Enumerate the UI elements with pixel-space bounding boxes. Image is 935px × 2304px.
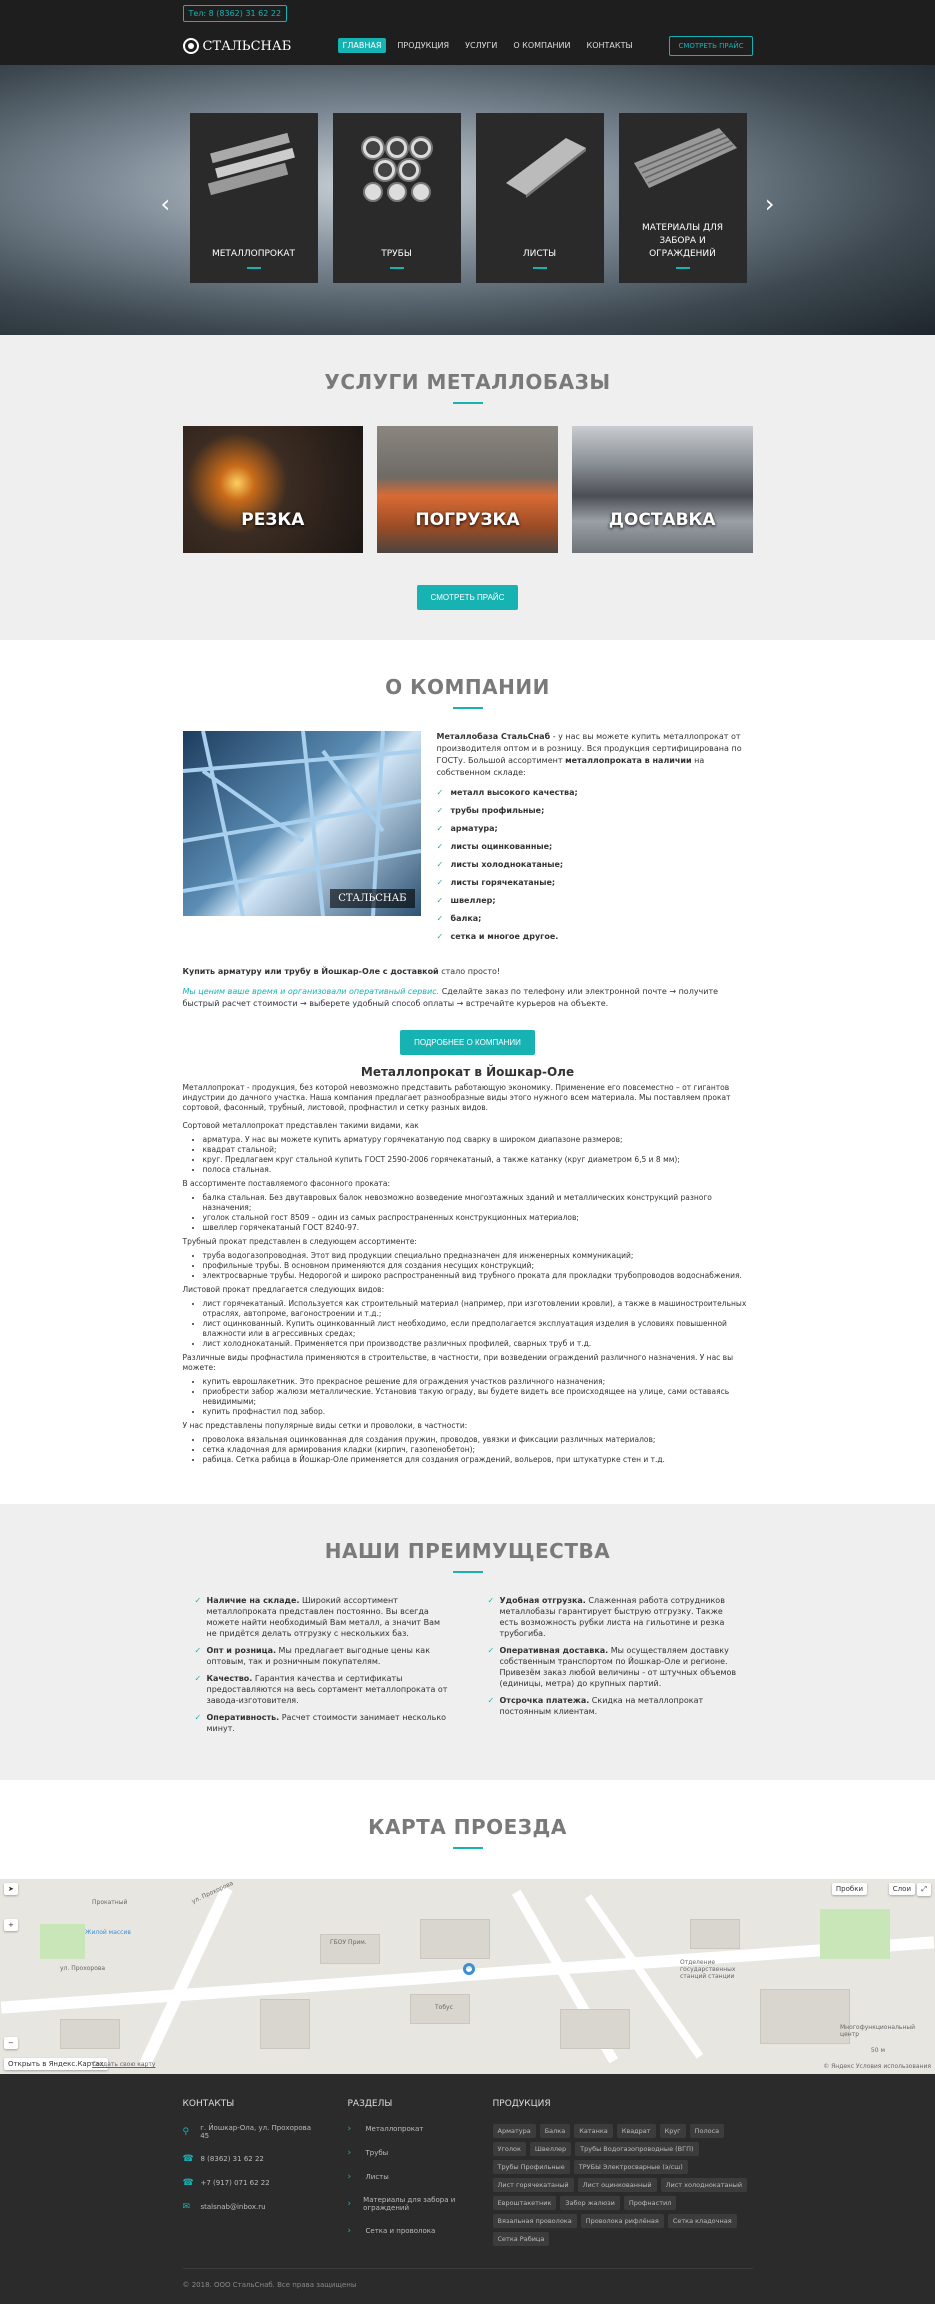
nav-services[interactable]: УСЛУГИ	[465, 41, 498, 50]
product-card-metal[interactable]	[190, 113, 318, 283]
product-tag[interactable]: Лист горячекатаный	[493, 2178, 574, 2192]
card-accent	[533, 267, 547, 269]
advantage-item	[488, 1695, 741, 1717]
advantage-item	[488, 1645, 741, 1689]
map-fullscreen-icon[interactable]: ⤢	[917, 1883, 931, 1896]
buy-rest: стало просто!	[438, 967, 501, 976]
map-building	[560, 2009, 630, 2049]
footer-phone-1[interactable]	[183, 2154, 318, 2164]
service-loading[interactable]	[377, 426, 558, 553]
buy-bold: Купить арматуру или трубу в Йошкар-Оле с доставкой	[182, 967, 439, 976]
product-tag[interactable]: Лист холоднокатаный	[661, 2178, 748, 2192]
about-image-watermark: СТАЛЬСНАБ	[330, 889, 414, 908]
article-list-3	[183, 1251, 753, 1281]
services-section	[0, 335, 935, 640]
logo[interactable]	[183, 38, 292, 54]
sheets-icon	[486, 123, 594, 203]
list-item: • арматура. У нас вы можете купить арматуру горячекатаную под сварку в широком диапазоне размеров;	[203, 1135, 753, 1145]
article-list-5	[183, 1377, 753, 1417]
map-road	[139, 1886, 232, 2068]
header-phone[interactable]: Тел: 8 (8362) 31 62 22	[183, 5, 288, 22]
advantage-item	[488, 1595, 741, 1639]
map-layers-toggle[interactable]: Слои	[889, 1883, 915, 1895]
list-item: • уголок стальной гост 8509 – один из самых распространенных конструкционных материалов;	[203, 1213, 753, 1223]
chevron-right-icon: ›	[347, 2199, 352, 2209]
metal-profiles-icon	[200, 123, 308, 203]
list-item: • лист холоднокатаный. Применяется при производстве различных профилей, сварных труб и т.д.	[203, 1339, 753, 1349]
adv-text: Широкий ассортимент металлопроката представлен постоянно. Вы всегда можете найти необходимый Вам металл, а значит Вам не придётся делать отгрузку с нескольких баз.	[206, 1596, 441, 1638]
address-text: г. Йошкар-Ола, ул. Прохорова 45	[200, 2124, 312, 2140]
about-buy-text	[183, 966, 753, 978]
nav-about[interactable]: О КОМПАНИИ	[513, 41, 571, 50]
check-item: ✓ балка;	[437, 910, 753, 928]
map-title: КАРТА ПРОЕЗДА	[368, 1815, 567, 1839]
map-label: Отделение государственных станций станции	[680, 1959, 736, 1980]
check-item: ✓ листы холоднокатаные;	[437, 856, 753, 874]
footer-section-link[interactable]	[348, 2226, 463, 2236]
hero-slider	[0, 65, 935, 335]
map-scale: 50 м	[870, 2047, 885, 2054]
about-intro	[437, 731, 753, 779]
list-item: • рабица. Сетка рабица в Йошкар-Оле применяется для создания ограждений, вольеров, при штукатурке стен и т.д.	[203, 1455, 753, 1465]
list-item: • купить еврошлакетник. Это прекрасное решение для ограждения участков различного назначения;	[203, 1377, 753, 1387]
advantages-right	[488, 1595, 741, 1740]
service-label: ДОСТАВКА	[608, 509, 716, 530]
product-tag[interactable]: Квадрат	[617, 2124, 656, 2138]
chevron-right-icon: ›	[347, 2226, 352, 2236]
site-footer	[0, 2074, 935, 2304]
check-item: ✓ листы горячекатаные;	[437, 874, 753, 892]
about-intro-end: на собственном складе:	[436, 756, 705, 777]
phone-text: 8 (8362) 31 62 22	[200, 2155, 264, 2163]
product-card-fences[interactable]	[619, 113, 747, 283]
advantage-item	[195, 1673, 448, 1706]
article-p7: У нас представлены популярные виды сетки и проволоки, в частности:	[182, 1421, 468, 1430]
street-label: ул. Прохорова	[60, 1965, 106, 1972]
link-text: Листы	[365, 2173, 389, 2181]
product-tag[interactable]: Уголок	[493, 2142, 526, 2156]
advantages-title: НАШИ ПРЕИМУЩЕСТВА	[324, 1539, 611, 1563]
product-tag[interactable]: Евроштакетник	[493, 2196, 557, 2210]
about-more-button[interactable]: ПОДРОБНЕЕ О КОМПАНИИ	[400, 1030, 535, 1055]
chevron-right-icon: ›	[347, 2148, 352, 2158]
footer-address	[183, 2124, 318, 2140]
product-card-label: МЕТАЛЛОПРОКАТ	[211, 249, 296, 259]
map-create-link[interactable]: Создать свою карту	[92, 2061, 156, 2068]
adv-bold: Качество.	[206, 1674, 253, 1683]
list-item: • круг. Предлагаем круг стальной купить ГОСТ 2590-2006 горячекатаный, а также катанку (круг диаметром 6,5 и 8 мм);	[203, 1155, 753, 1165]
article	[183, 1065, 753, 1465]
article-list-2	[183, 1193, 753, 1233]
product-card-label: МАТЕРИАЛЫ ДЛЯ ЗАБОРА И ОГРАЖДЕНИЙ	[641, 223, 724, 259]
link-text: Сетка и проволока	[365, 2227, 436, 2235]
adv-text: Расчет стоимости занимает несколько минут.	[206, 1713, 447, 1733]
link-text: Металлопрокат	[365, 2125, 424, 2133]
footer-section-link[interactable]	[348, 2196, 463, 2212]
footer-sections-title: РАЗДЕЛЫ	[347, 2099, 393, 2109]
about-checklist	[437, 784, 753, 946]
product-tags	[493, 2124, 748, 2246]
adv-bold: Удобная отгрузка.	[499, 1596, 586, 1605]
map-building	[690, 1919, 740, 1949]
product-tag[interactable]: Круг	[660, 2124, 686, 2138]
map-open-yandex[interactable]: Открыть в Яндекс.Картах	[4, 2058, 108, 2070]
footer-email[interactable]	[183, 2202, 318, 2212]
adv-text: Гарантия качества и сертификаты предоставляются на весь сортамент металлопроката от завода-изготовителя.	[206, 1674, 448, 1705]
email-text: stalsnab@inbox.ru	[200, 2203, 266, 2211]
product-card-sheets[interactable]	[476, 113, 604, 283]
about-intro-bold2: металлопроката в наличии	[565, 756, 692, 765]
title-accent	[453, 1571, 483, 1573]
advantage-item	[195, 1595, 448, 1639]
product-tag[interactable]: Сетка кладочная	[668, 2214, 737, 2228]
check-item: ✓ металл высокого качества;	[437, 784, 753, 802]
product-card-label: ЛИСТЫ	[522, 249, 557, 259]
map-park	[820, 1909, 890, 1959]
nav-contacts[interactable]: КОНТАКТЫ	[586, 41, 633, 50]
article-list-6	[183, 1435, 753, 1465]
product-tag[interactable]: Вязальная проволока	[493, 2214, 577, 2228]
product-card-pipes[interactable]	[333, 113, 461, 283]
advantages-section	[0, 1504, 935, 1780]
check-item: ✓ сетка и многое другое.	[437, 928, 753, 946]
about-service-text	[183, 986, 753, 1010]
about-image	[183, 731, 421, 916]
services-price-button[interactable]: СМОТРЕТЬ ПРАЙС	[417, 585, 519, 610]
service-link[interactable]: Мы ценим ваше время и организовали оперативный сервис.	[182, 987, 440, 996]
article-p2: Сортовой металлопрокат представлен такими видами, как	[182, 1121, 419, 1130]
services-title: УСЛУГИ МЕТАЛЛОБАЗЫ	[324, 370, 611, 394]
adv-text: Слаженная работа сотрудников металлобазы гарантирует быструю отгрузку. Также есть возможность рубки листа на гильотине и резка трубогиба.	[499, 1596, 725, 1638]
corrugated-sheet-icon	[629, 123, 737, 203]
slider-next-icon[interactable]: ›	[764, 190, 775, 218]
article-p4: Трубный прокат представлен в следующем ассортименте:	[182, 1237, 417, 1246]
product-tag[interactable]: Арматура	[493, 2124, 536, 2138]
phone-icon: ☎	[182, 2178, 194, 2188]
nav-products[interactable]: ПРОДУКЦИЯ	[397, 41, 450, 50]
article-list-1	[183, 1135, 753, 1175]
map-label: Тобус	[435, 2004, 453, 2011]
adv-text: Мы предлагает выгодные цены как оптовым, так и розничным покупателям.	[206, 1646, 431, 1666]
main-nav	[338, 38, 638, 53]
list-item: • лист горячекатаный. Используется как строительный материал (например, при изготовлении кровли), а также в машиностроительных отраслях, автопроме, вагоностроении и т.д.;	[203, 1299, 753, 1319]
product-tag[interactable]: Лист оцинкованный	[578, 2178, 657, 2192]
slider-prev-icon[interactable]: ‹	[160, 190, 171, 218]
list-item: • лист оцинкованный. Купить оцинкованный лист необходимо, если предполагается эксплуатация изделия в условиях повышенной влажности или в агрессивных средах;	[203, 1319, 753, 1339]
map-building	[420, 1919, 490, 1959]
about-section	[0, 640, 935, 1504]
service-rest: Сделайте заказ по телефону или электронной почте → получите быстрый расчет стоимости → выберете удобный способ оплаты → встречайте курьеров на объекте.	[182, 987, 719, 1008]
article-list-4	[183, 1299, 753, 1349]
product-card-label: ТРУБЫ	[381, 249, 412, 259]
adv-bold: Опт и розница.	[206, 1646, 277, 1655]
site-header	[0, 0, 935, 65]
map-label: Жилой массив	[85, 1929, 131, 1936]
product-tag[interactable]: Швеллер	[530, 2142, 571, 2156]
mail-icon: ✉	[182, 2202, 191, 2212]
footer-section-link[interactable]	[348, 2124, 463, 2134]
adv-bold: Наличие на складе.	[206, 1596, 300, 1605]
list-item: • электросварные трубы. Недорогой и широко распространенный вид трубного проката для прокладки трубопроводов водоснабжения.	[203, 1271, 753, 1281]
list-item: • сетка кладочная для армирования кладки (кирпич, газопенобетон);	[203, 1445, 753, 1455]
list-item: • проволока вязальная оцинкованная для создания пружин, проводов, увязки и фиксации различных материалов;	[203, 1435, 753, 1445]
phone-icon: ☎	[182, 2154, 194, 2164]
card-accent	[676, 267, 690, 269]
map-building	[760, 1989, 850, 2044]
adv-text: Скидка на металлопрокат постоянным клиентам.	[499, 1696, 704, 1716]
street-label: ул. Прохорова	[190, 1879, 235, 1906]
product-tag[interactable]: Трубы Профильные	[493, 2160, 570, 2174]
map-park	[40, 1924, 85, 1959]
footer-products-title: ПРОДУКЦИЯ	[492, 2099, 551, 2109]
footer-copyright: © 2018. ООО СтальСнаб. Все права защищены	[183, 2268, 753, 2289]
service-label: РЕЗКА	[241, 509, 305, 530]
service-delivery[interactable]	[572, 426, 753, 553]
list-item: • балка стальная. Без двутавровых балок невозможно возведение многоэтажных зданий и металлических конструкций разного назначения;	[203, 1193, 753, 1213]
adv-bold: Отсрочка платежа.	[499, 1696, 590, 1705]
header-price-button[interactable]: СМОТРЕТЬ ПРАЙС	[669, 36, 752, 56]
article-p6: Различные виды профнастила применяются в строительстве, в частности, при возведении ограждений различного назначения. У нас вы можете:	[182, 1353, 734, 1372]
article-p5: Листовой прокат предлагается следующих видов:	[182, 1285, 385, 1294]
title-accent	[453, 402, 483, 404]
list-item: • купить профнастил под забор.	[203, 1407, 753, 1417]
logo-mark-icon	[183, 38, 199, 54]
service-cutting[interactable]	[183, 426, 364, 553]
about-intro-bold: Металлобаза СтальСнаб	[436, 732, 551, 741]
product-tag[interactable]: Балка	[540, 2124, 571, 2138]
map-zoom-out-icon[interactable]: −	[4, 2037, 18, 2049]
check-item: ✓ арматура;	[437, 820, 753, 838]
map-copyright: © Яндекс Условия использования	[823, 2063, 931, 2070]
list-item: • полоса стальная.	[203, 1165, 753, 1175]
list-item: • профильные трубы. В основном применяются для создания несущих конструкций;	[203, 1261, 753, 1271]
pipes-icon	[343, 123, 451, 203]
product-tag[interactable]: Сетка Рабица	[493, 2232, 550, 2246]
check-item: ✓ швеллер;	[437, 892, 753, 910]
product-tag[interactable]: Трубы Водогазопроводные (ВГП)	[575, 2142, 698, 2156]
footer-phone-2[interactable]	[183, 2178, 318, 2188]
map-label: Прокатный	[92, 1899, 128, 1906]
product-tag[interactable]: Катанка	[574, 2124, 613, 2138]
advantage-item	[195, 1712, 448, 1734]
map-building	[260, 1999, 310, 2049]
phone-text: +7 (917) 071 62 22	[200, 2179, 270, 2187]
advantages-left	[195, 1595, 448, 1740]
map-location-pin-icon[interactable]	[463, 1963, 475, 1975]
adv-bold: Оперативность.	[206, 1713, 280, 1722]
product-tag[interactable]: Забор жалюзи	[560, 2196, 619, 2210]
card-accent	[390, 267, 404, 269]
advantage-item	[195, 1645, 448, 1667]
map-zoom-in-icon[interactable]: +	[4, 1919, 18, 1931]
map-geolocate-icon[interactable]: ➤	[4, 1883, 18, 1895]
footer-section-link[interactable]	[348, 2148, 463, 2158]
list-item: • труба водогазопроводная. Этот вид продукции специально предназначен для инженерных коммуникаций;	[203, 1251, 753, 1261]
card-accent	[247, 267, 261, 269]
product-tag[interactable]: ТРУБЫ Электросварные (э/сш)	[574, 2160, 688, 2174]
chevron-right-icon: ›	[347, 2172, 352, 2182]
map-traffic-toggle[interactable]: Пробки	[832, 1883, 867, 1895]
title-accent	[453, 1847, 483, 1849]
link-text: Материалы для забора и ограждений	[363, 2196, 456, 2212]
about-title: О КОМПАНИИ	[385, 675, 550, 699]
chevron-right-icon: ›	[347, 2124, 352, 2134]
map-building	[60, 2019, 120, 2049]
adv-bold: Оперативная доставка.	[499, 1646, 609, 1655]
map-label: ГБОУ Прим.	[330, 1939, 367, 1946]
list-item: • приобрести забор жалюзи металлические. Установив такую ограду, вы будете видеть все происходящее на улице, сами оставаясь невидимыми;	[203, 1387, 753, 1407]
article-p3: В ассортименте поставляемого фасонного проката:	[182, 1179, 390, 1188]
footer-contacts-title: КОНТАКТЫ	[182, 2099, 235, 2109]
map-label: Многофункциональный центр	[840, 2024, 916, 2038]
product-tag[interactable]: Полоса	[690, 2124, 725, 2138]
footer-section-link[interactable]	[348, 2172, 463, 2182]
service-label: ПОГРУЗКА	[415, 509, 520, 530]
title-accent	[453, 707, 483, 709]
yandex-map[interactable]	[0, 1879, 935, 2074]
map-marker-icon: ⚲	[182, 2127, 190, 2137]
product-tag[interactable]: Проволока рифлёная	[581, 2214, 664, 2228]
list-item: • квадрат стальной;	[203, 1145, 753, 1155]
check-item: ✓ трубы профильные;	[437, 802, 753, 820]
adv-text: Мы осуществляем доставку собственным транспортом по Йошкар-Оле и регионе. Привезём заказ любой величины - от штучных объемов (единицы, метра) до крупных партий.	[499, 1646, 737, 1688]
nav-home[interactable]: ГЛАВНАЯ	[338, 38, 387, 53]
link-text: Трубы	[365, 2149, 389, 2157]
article-p1: Металлопрокат - продукция, без которой невозможно представить работающую экономику. Применение его повсеместно – от гигантов индустрии до дачного участка. Наша компания предлагает разнообразные виды этого нужного всем материала. Мы поставляем прокат сортовой, фасонный, трубный, листовой, профнастил и сетку разных видов.	[182, 1083, 731, 1112]
product-tag[interactable]: Профнастил	[624, 2196, 677, 2210]
list-item: • швеллер горячекатаный ГОСТ 8240-97.	[203, 1223, 753, 1233]
logo-text: СТАЛЬСНАБ	[202, 38, 292, 54]
about-intro-text: - у нас вы можете купить металлопрокат от производителя оптом и в розницу. Вся продукция сертифицирована по ГОСТу. Большой ассортимент	[436, 732, 742, 765]
map-section	[0, 1780, 935, 2074]
check-item: ✓ листы оцинкованные;	[437, 838, 753, 856]
article-title: Металлопрокат в Йошкар-Оле	[360, 1065, 575, 1079]
